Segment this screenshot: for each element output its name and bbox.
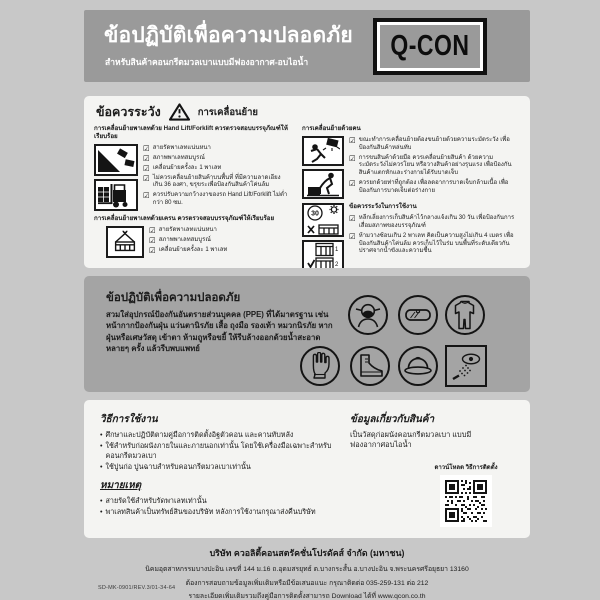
storage-heading: ข้อควรระวังในการใช้งาน: [349, 203, 417, 211]
checklist-item: [349, 155, 520, 178]
bullet-icon: •: [100, 495, 103, 505]
bottom-columns: [100, 412, 514, 526]
qcon-logo-text: Q-CON: [390, 29, 470, 63]
page-subtitle: สำหรับสินค้าคอนกรีตมวลเบาแบบมีฟองอากาศ-อบไอน้ำ: [105, 57, 309, 67]
safety-helmet-icon: [398, 346, 438, 386]
usage-text: ศึกษาและปฏิบัติตามคู่มือการติดตั้งอิฐตัวคอน และคานทับหลัง: [105, 430, 294, 439]
checklist-text: หลีกเลี่ยงการเก็บสินค้าไว้กลางแจ้งเกิน 30 วัน เพื่อป้องกันการเสื่อมสภาพของบรรจุภัณฑ์: [358, 215, 515, 229]
checklist-item: [149, 247, 290, 255]
falling-load-icon: [302, 136, 344, 166]
checklist-text: สายรัดพาเลทแน่นหนา: [158, 227, 217, 234]
page-title: ข้อปฏิบัติเพื่อความปลอดภัย: [104, 24, 353, 47]
ppe-title: ข้อปฏิบัติเพื่อความปลอดภัย: [106, 292, 241, 304]
bullet-icon: •: [100, 430, 103, 439]
checklist-text: สายรัดพาเลทแน่นหนา: [152, 145, 211, 152]
checklist-item: [143, 165, 290, 173]
forklift-group: [94, 144, 290, 211]
crane-icon-column: [94, 226, 144, 258]
storage-checklist: [349, 214, 520, 256]
footer: [84, 546, 530, 600]
safety-goggles-icon: [398, 295, 438, 335]
warnings-right-column: [302, 125, 520, 268]
qr-block: [420, 462, 512, 527]
checklist-text: การขนสินค้าด้วยมือ ควรเคลื่อนย้ายสินค้า ด้วยความระมัดระวังไม่ควรโยน หรือวางสินค้าอย่างรุนแรง เพื่อป้องกันสินค้าแตกหักและร่างกายได้รับบาดเจ็บ: [358, 154, 512, 177]
manual-group: [302, 136, 520, 199]
checklist-text: ห้ามวางซ้อนเกิน 2 พาเลท คิดเป็นความสูงไม่เกิน 4 เมตร เพื่อป้องกันสินค้าโค่นล้ม ควรเก็บไว้ในร่ม บนพื้นที่ระดับเดียวกัน ปราศจากน้ำขังและความชื้น: [358, 232, 514, 255]
days-30-label: 30: [311, 210, 319, 218]
bullet-icon: •: [100, 507, 103, 517]
usage-item: [100, 441, 338, 460]
stack-bottom-label: 2: [335, 262, 339, 268]
warnings-topic: การเคลื่อนย้าย: [197, 106, 258, 118]
crane-heading: การเคลื่อนย้ายพาเลทด้วยเครน ควรตรวจสอบบรรจุภัณฑ์ให้เรียบร้อย: [94, 215, 275, 223]
usage-item: [100, 462, 338, 472]
checkbox-icon: ☑: [149, 245, 156, 255]
checkbox-icon: ☑: [349, 179, 356, 189]
crane-pallet-icon: [106, 226, 144, 258]
checklist-text: ควรปรับความกว้างงาของรถ Hand Lift/Forklift ไม่ต่ำกว่า 80 ซม.: [152, 192, 288, 206]
checklist-item: [349, 137, 520, 153]
checklist-item: [143, 192, 290, 208]
checkbox-icon: ☑: [143, 144, 150, 154]
qr-label: ดาวน์โหลด วิธีการติดตั้ง: [434, 465, 498, 471]
checkbox-icon: ☑: [349, 214, 356, 224]
usage-text: ใช้สำหรับก่อผนังภายในและภายนอกเท่านั้น โดยใช้เครื่องมือเฉพาะสำหรับคอนกรีตมวลเบา: [105, 441, 332, 460]
warnings-panel: [84, 96, 530, 268]
warnings-header: [96, 103, 520, 121]
checklist-text: ควรยกด้วยท่าที่ถูกต้อง เพื่อลดอาการบาดเจ็บกล้ามเนื้อ เพื่อป้องกันการบาดเจ็บต่อร่างกาย: [358, 180, 509, 194]
usage-text: ใช้ปูนก่อ ปูนฉาบสำหรับคอนกรีตมวลเบาเท่านั้น: [105, 462, 251, 472]
ppe-panel: [84, 276, 530, 392]
checklist-item: [143, 175, 290, 191]
usage-section: [100, 412, 338, 526]
bullet-icon: •: [100, 441, 103, 451]
storage-group: [302, 203, 520, 268]
note-item: [100, 496, 338, 506]
note-text: พาเลทสินค้าเป็นทรัพย์สินของบริษัท หลังการใช้งานกรุณาส่งคืนบริษัท: [105, 507, 316, 517]
safety-boot-icon: [350, 346, 390, 386]
checklist-text: เคลื่อนย้ายครั้งละ 1 พาเลท: [152, 164, 222, 171]
manual-icon-column: [302, 136, 344, 199]
usage-title: วิธีการใช้งาน: [100, 414, 158, 425]
checklist-item: [149, 227, 290, 235]
bullet-icon: •: [100, 462, 103, 472]
forklift-heading: การเคลื่อนย้ายพาเลทด้วย Hand Lift/Forklift ควรตรวจสอบบรรจุภัณฑ์ให้เรียบร้อย: [94, 125, 288, 141]
warnings-title: ข้อควรระวัง: [96, 105, 161, 119]
company-address: นิคมอุตสาหกรรมบางปะอิน เลขที่ 144 ม.16 ถ.อุดมสรยุทธ์ ต.บางกระสั้น อ.บางปะอิน จ.พระนครศรีอยุธยา 13160: [145, 566, 469, 573]
qcon-logo: [373, 18, 487, 75]
checklist-item: [143, 155, 290, 163]
eye-wash-icon: [445, 345, 487, 387]
proper-lifting-icon: [302, 169, 344, 199]
storage-icon-column: [302, 203, 344, 268]
product-body: เป็นวัสดุก่อผนังคอนกรีตมวลเบา แบบมีฟองอากาศอบไอน้ำ: [350, 430, 472, 450]
note-text: สายรัดใช้สำหรับรัดพาเลทเท่านั้น: [105, 495, 207, 505]
header-band: [84, 10, 530, 82]
warning-triangle-icon: [169, 103, 190, 121]
qr-code: [440, 475, 492, 527]
checklist-item: [143, 145, 290, 153]
safety-glove-icon: [300, 346, 340, 386]
usage-item: [100, 430, 338, 440]
checklist-item: [149, 237, 290, 245]
product-section: [338, 412, 514, 526]
forklift-icon-column: [94, 144, 138, 211]
ppe-body: สวมใส่อุปกรณ์ป้องกันอันตรายส่วนบุคคล (PPE) ที่ได้มาตรฐาน เช่น หน้ากากป้องกันฝุ่น แว่นตานิรภัย เสื้อ ถุงมือ รองเท้า หมวกนิรภัย หากฝุ่นหรือเศษวัสดุ เข้าตา ห้ามถูหรือขยี้ ให้รีบล้างออกด้วยน้ำสะอาด หลายๆ ครั้ง แล้วรีบพบแพทย์: [106, 310, 333, 353]
tilted-load-icon: [94, 144, 138, 176]
doc-code: SD-MK-0901/REV.3/01-34-64: [98, 585, 176, 591]
note-title: หมายเหตุ: [100, 479, 142, 491]
stack-limit-icon: [302, 240, 344, 268]
checklist-item: [349, 233, 520, 256]
forklift-checklist: [143, 144, 290, 208]
outdoor-30-days-icon: [302, 203, 344, 237]
manual-checklist: [349, 136, 520, 196]
checklist-text: เคลื่อนย้ายครั้งละ 1 พาเลท: [158, 246, 228, 253]
checkbox-icon: ☑: [149, 235, 156, 245]
forklift-icon: [94, 179, 138, 211]
checklist-item: [349, 215, 520, 231]
checkbox-icon: ☑: [143, 153, 150, 163]
bottom-panel: [84, 400, 530, 538]
checklist-item: [349, 180, 520, 196]
dust-mask-icon: [348, 295, 388, 335]
checklist-text: ไม่ควรเคลื่อนย้ายสินค้าบนพื้นที่ ที่มีความลาดเอียงเกิน 36 องศา, ขรุขระเพื่อป้องกันสินค้าโค่นล้ม: [152, 174, 281, 189]
stack-top-label: 1: [335, 247, 339, 254]
checklist-text: สภาพพาเลทสมบูรณ์: [158, 236, 211, 243]
checkbox-icon: ☑: [143, 191, 150, 201]
contact-line: ต้องการสอบถามข้อมูลเพิ่มเติมหรือมีข้อเสนอแนะ กรุณาติดต่อ 035-259-131 ต่อ 212: [185, 579, 429, 587]
checkbox-icon: ☑: [143, 163, 150, 173]
checkbox-icon: ☑: [149, 226, 156, 236]
product-title: ข้อมูลเกี่ยวกับสินค้า: [350, 414, 435, 425]
crane-checklist: [149, 226, 290, 254]
checkbox-icon: ☑: [349, 231, 356, 241]
checklist-text: ขณะทำการเคลื่อนย้ายต้องขนย้ายด้วยความระมัดระวัง เพื่อป้องกันสินค้าหล่นทับ: [358, 137, 510, 151]
download-line: รายละเอียดเพิ่มเติมรวมถึงคู่มือการติดตั้งสามารถ Download ได้ที่ www.qcon.co.th: [188, 593, 426, 600]
qcon-logo-frame: [377, 22, 483, 71]
manual-heading: การเคลื่อนย้ายด้วยคน: [302, 125, 361, 132]
protective-suit-icon: [445, 295, 485, 335]
warnings-columns: [94, 125, 520, 268]
crane-group: [94, 226, 290, 258]
checkbox-icon: ☑: [349, 153, 356, 163]
checkbox-icon: ☑: [349, 136, 356, 146]
checkbox-icon: ☑: [143, 173, 150, 183]
note-item: [100, 507, 338, 517]
checklist-text: สภาพพาเลทสมบูรณ์: [152, 154, 205, 161]
company-name: บริษัท ควอลิตี้คอนสตรัคชั่นโปรดัคส์ จำกัด (มหาชน): [209, 548, 405, 558]
storage-content: [349, 203, 520, 256]
warnings-left-column: [94, 125, 290, 268]
